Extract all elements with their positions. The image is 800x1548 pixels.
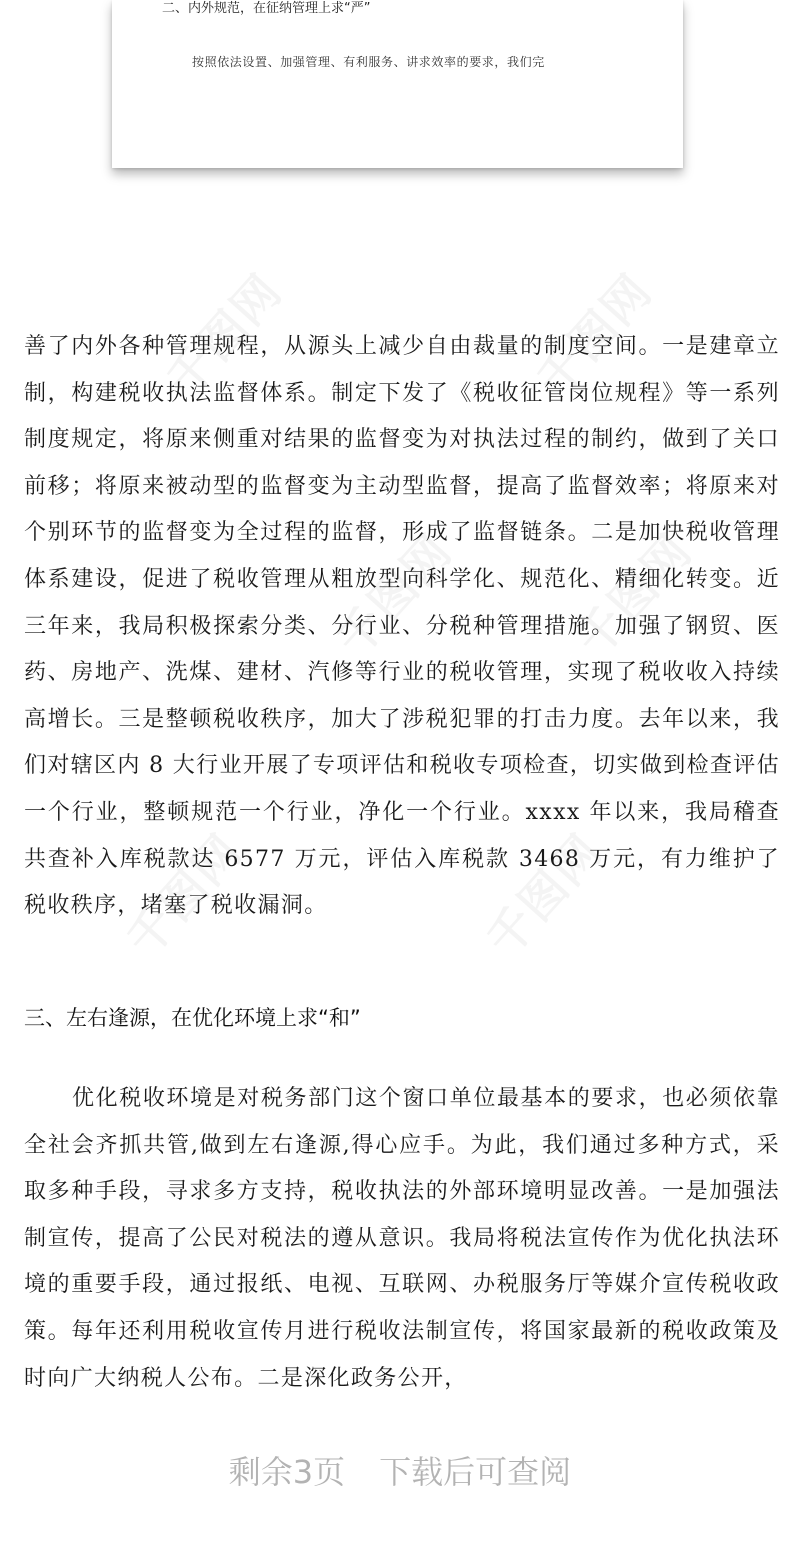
section-heading: 三、左右逢源，在优化环境上求“和”: [24, 1006, 361, 1030]
document-preview-card: [112, 0, 683, 168]
body-paragraph: 善了内外各种管理规程，从源头上减少自由裁量的制度空间。一是建章立制，构建税收执法监督体系。制定下发了《税收征管岗位规程》等一系列制度规定，将原来侧重对结果的监督变为对执法过程的制约，做到了关口前移；将原来被动型的监督变为主动型监督，提高了监督效率；将原来对个别环节的监督变为全过程的监督，形成了监督链条。二是加快税收管理体系建设，促进了税收管理从粗放型向科学化、规范化、精细化转变。近三年来，我局积极探索分类、分行业、分税种管理措施。加强了钢贸、医药、房地产、洗煤、建材、汽修等行业的税收管理，实现了税收收入持续高增长。三是整顿税收秩序，加大了涉税犯罪的打击力度。去年以来，我们对辖区内 8 大行业开展了专项评估和税收专项检查，切实做到检查评估一个行业，整顿规范一个行业，净化一个行业。xxxx 年以来，我局稽查共查补入库税款达 6577 万元，评估入库税款 3468 万元，有力维护了税收秩序，堵塞了税收漏洞。: [24, 334, 780, 919]
body-paragraph: 优化税收环境是对税务部门这个窗口单位最基本的要求，也必须依靠全社会齐抓共管,做到左右逢源,得心应手。为此，我们通过多种方式，采取多种手段，寻求多方支持，税收执法的外部环境明显改善。一是加强法制宣传，提高了公民对税法的遵从意识。我局将税法宣传作为优化执法环境的重要手段，通过报纸、电视、互联网、办税服务厅等媒介宣传税收政策。每年还利用税收宣传月进行税收法制宣传，将国家最新的税收政策及时向广大纳税人公布。二是深化政务公开，: [24, 1086, 780, 1391]
preview-section-heading: 二、内外规范，在征纳管理上求“严”: [162, 1, 371, 16]
preview-paragraph: 按照依法设置、加强管理、有利服务、讲求效率的要求，我们完: [192, 55, 545, 69]
download-hint-label: 下载后可查阅: [379, 1453, 572, 1491]
remaining-pages-label: 剩余3页: [228, 1453, 346, 1491]
read-more-banner[interactable]: [0, 1440, 800, 1500]
